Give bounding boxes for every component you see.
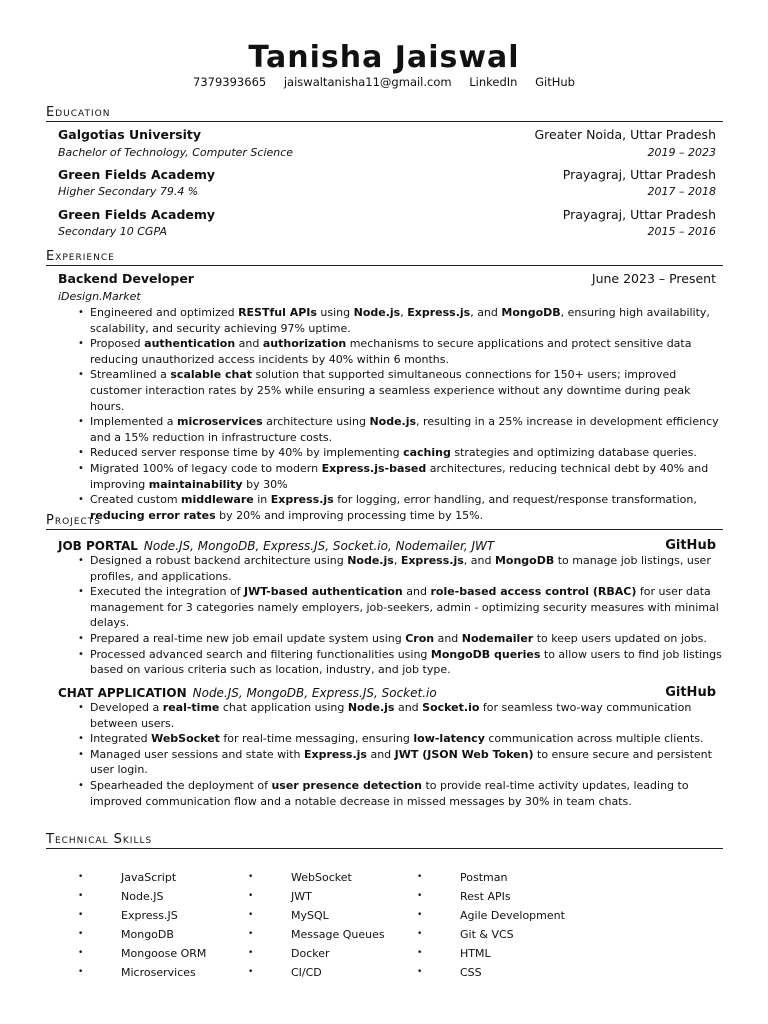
bullet-item [90,647,726,678]
project-bullet-list [90,700,726,809]
text-run: Processed advanced search and filtering functionalities using [90,647,431,661]
text-run: and [235,337,263,351]
bullet-item [90,553,726,584]
school-name: Green Fields Academy [58,167,216,182]
education-detail-row [58,224,716,240]
text-run: , and [463,554,495,567]
skill-item: Node.JS [121,890,164,903]
school-location: Prayagraj, Uttar Pradesh [562,207,716,222]
text-run: to allow users to find job listings based on various criteria such as location, industry, and job type. [90,647,722,677]
bold-text: MongoDB [501,306,561,319]
bold-text: Node.js [369,415,417,429]
job-title-row [58,270,716,288]
project-name: CHAT APPLICATION [58,686,187,700]
skill-bullet-icon: • [417,891,423,901]
text-run: Developed a [90,701,163,714]
skill-bullet-icon: • [417,929,423,939]
bold-text: Node.js [347,554,394,567]
bold-text: microservices [177,415,263,429]
text-run: mechanisms to secure applications and protect sensitive data reducing unauthorized access incidents by 40% within 6 months. [90,337,692,366]
bullet-item [90,584,726,631]
text-run: and [366,747,395,761]
school-location: Greater Noida, Uttar Pradesh [534,127,716,142]
text-run: , ensuring high availability, scalability, and security achieving 97% uptime. [90,306,710,335]
education-section-header [46,105,723,122]
project-stack: Node.JS, MongoDB, Express.JS, Socket.io, Nodemailer, JWT [143,539,495,553]
text-run: for real-time messaging, ensuring [219,732,414,746]
bullet-item [90,336,726,367]
project-stack: Node.JS, MongoDB, Express.JS, Socket.io [192,686,437,700]
text-run: Reduced server response time by 40% by implementing [90,446,404,460]
bullet-item [90,414,726,445]
text-run: to ensure secure and persistent user login. [90,747,712,777]
text-run: chat application using [219,701,348,714]
skill-bullet-icon: • [78,948,84,958]
skill-bullet-icon: • [417,872,423,882]
skill-bullet-icon: • [248,910,254,920]
skill-bullet-icon: • [78,872,84,882]
section-title: Projects [46,513,102,528]
linkedin-link[interactable]: LinkedIn [469,75,518,89]
bullet-item [90,700,726,731]
bold-text: Express.js [304,747,367,761]
text-run: Implemented a [90,415,178,429]
text-run: , [400,306,408,319]
text-run: Streamlined a [90,368,171,382]
bold-text: reducing error rates [90,508,216,522]
text-run: and [394,701,423,714]
experience-bullet-list [90,305,726,523]
bold-text: authentication [144,337,236,351]
bullet-item [90,461,726,492]
project-bullet-list [90,553,726,678]
skills-section-header [46,832,723,849]
bold-text: caching [403,446,451,460]
school-name: Galgotias University [58,127,201,142]
text-run: Managed user sessions and state with [90,747,304,761]
text-run: Migrated 100% of legacy code to modern [90,461,322,475]
education-dates: 2015 – 2016 [647,225,716,238]
skill-item: Message Queues [291,928,385,941]
skill-item: Rest APIs [460,890,511,903]
text-run: architectures, reducing technical debt by 40% and improving [90,461,709,491]
company-name: iDesign.Market [58,290,141,303]
education-dates: 2017 – 2018 [647,185,716,198]
skill-bullet-icon: • [248,929,254,939]
bold-text: middleware [181,493,254,507]
text-run: for user data management for 3 categories namely employers, job-seekers, admin - optimizing security measures with minimal delays. [90,585,719,630]
bold-text: Node.js [347,701,395,714]
project-github-link[interactable]: GitHub [665,685,716,700]
experience-section-header [46,249,723,266]
bold-text: authorization [262,337,347,351]
text-run: Created custom [90,493,182,507]
bold-text: scalable chat [170,368,253,382]
projects-section-header [46,513,723,530]
skill-bullet-icon: • [248,891,254,901]
skill-item: Git & VCS [460,928,514,941]
skill-item: CSS [460,966,482,979]
text-run: in [253,493,271,507]
text-run: Prepared a real-time new job email update system using [90,631,406,645]
text-run: Integrated [90,732,152,746]
bold-text: Socket.io [422,701,480,714]
text-run: for seamless two-way communication between users. [90,701,692,730]
education-dates: 2019 – 2023 [647,146,716,159]
bold-text: Express.js [407,306,471,319]
skill-item: Microservices [121,966,196,979]
project-github-link[interactable]: GitHub [665,538,716,553]
bold-text: MongoDB [494,554,555,567]
degree: Secondary 10 CGPA [58,225,168,238]
skill-item: Mongoose ORM [121,947,207,960]
education-row [58,206,716,224]
school-location: Prayagraj, Uttar Pradesh [562,167,716,182]
skill-item: Agile Development [460,909,565,922]
text-run: to keep users updated on jobs. [533,631,707,645]
text-run: using [316,306,354,319]
school-name: Green Fields Academy [58,207,216,222]
project-name: JOB PORTAL [58,539,138,553]
text-run: to manage job listings, user profiles, and applications. [90,554,711,583]
skill-item: Express.JS [121,909,178,922]
education-detail-row [58,145,716,161]
education-row [58,166,716,184]
text-run: strategies and optimizing database queries. [450,446,697,460]
bold-text: WebSocket [151,732,220,746]
contact-line [0,74,768,90]
degree: Bachelor of Technology, Computer Science [58,146,294,159]
bold-text: Nodemailer [461,631,534,645]
bold-text: Cron [405,631,435,645]
bold-text: user presence detection [271,778,422,792]
bold-text: RESTful APIs [238,306,317,319]
text-run: by 20% and improving processing time by 15%. [215,508,484,522]
job-title: Backend Developer [58,271,194,286]
skill-bullet-icon: • [78,910,84,920]
section-title: Experience [46,249,115,264]
text-run: Spearheaded the deployment of [90,778,272,792]
phone-number: 7379393665 [193,75,267,89]
bullet-item [90,445,726,461]
skill-item: Postman [460,871,508,884]
text-run: by 30% [242,477,288,491]
bullet-item [90,631,726,647]
skill-bullet-icon: • [417,948,423,958]
bold-text: Express.js-based [321,461,427,475]
skill-bullet-icon: • [78,929,84,939]
email-link[interactable]: jaiswaltanisha11@gmail.com [283,75,452,89]
bold-text: Express.js [270,493,334,507]
company-row [58,289,716,305]
degree: Higher Secondary 79.4 % [58,185,199,198]
bold-text: low-latency [413,732,485,746]
bold-text: JWT (JSON Web Token) [394,747,534,761]
text-run: architecture using [262,415,370,429]
skill-bullet-icon: • [78,891,84,901]
bold-text: real-time [162,701,220,714]
job-dates: June 2023 – Present [591,271,716,286]
text-run: to provide real-time activity updates, leading to improved communication flow and a notable decrease in missed messages by 30% in team chats. [90,778,689,808]
section-title: Technical Skills [46,832,153,847]
skill-bullet-icon: • [248,872,254,882]
skill-item: CI/CD [291,966,322,979]
text-run: , [393,554,401,567]
education-detail-row [58,184,716,200]
bullet-item [90,778,726,809]
skill-item: MongoDB [121,928,174,941]
skill-bullet-icon: • [417,910,423,920]
github-link[interactable]: GitHub [535,75,575,89]
bold-text: Express.js [400,554,464,567]
bullet-item [90,747,726,778]
skill-item: Docker [291,947,330,960]
text-run: communication across multiple clients. [484,732,704,746]
bold-text: MongoDB queries [430,647,541,661]
section-title: Education [46,105,111,120]
bold-text: Node.js [353,306,401,319]
candidate-name: Tanisha Jaiswal [248,40,520,75]
skill-item: MySQL [291,909,329,922]
bold-text: role-based access control (RBAC) [430,585,637,599]
bullet-item [90,305,726,336]
text-run: solution that supported simultaneous connections for 150+ users; improved customer interaction rates by 25% while ensuring a seamless experience without any downtime during peak hours. [90,368,691,413]
text-run: , and [470,306,502,319]
text-run: for logging, error handling, and request/response transformation, [333,493,697,507]
text-run: Proposed [90,337,145,351]
skill-bullet-icon: • [248,967,254,977]
skill-item: JavaScript [121,871,177,884]
text-run: Executed the integration of [90,585,245,599]
bullet-item [90,367,726,414]
text-run: Engineered and optimized [90,306,239,319]
bold-text: maintainability [148,477,243,491]
skill-bullet-icon: • [248,948,254,958]
bold-text: JWT-based authentication [244,585,403,599]
text-run: , resulting in a 25% increase in development efficiency and a 15% reduction in infrastructure costs. [90,415,719,444]
skill-bullet-icon: • [78,967,84,977]
skill-item: HTML [460,947,491,960]
text-run: and [434,631,462,645]
skill-bullet-icon: • [417,967,423,977]
text-run: and [402,585,431,599]
skill-item: JWT [291,890,312,903]
text-run: Designed a robust backend architecture using [90,554,348,567]
bullet-item [90,731,726,747]
skill-item: WebSocket [291,871,352,884]
education-row [58,126,716,144]
